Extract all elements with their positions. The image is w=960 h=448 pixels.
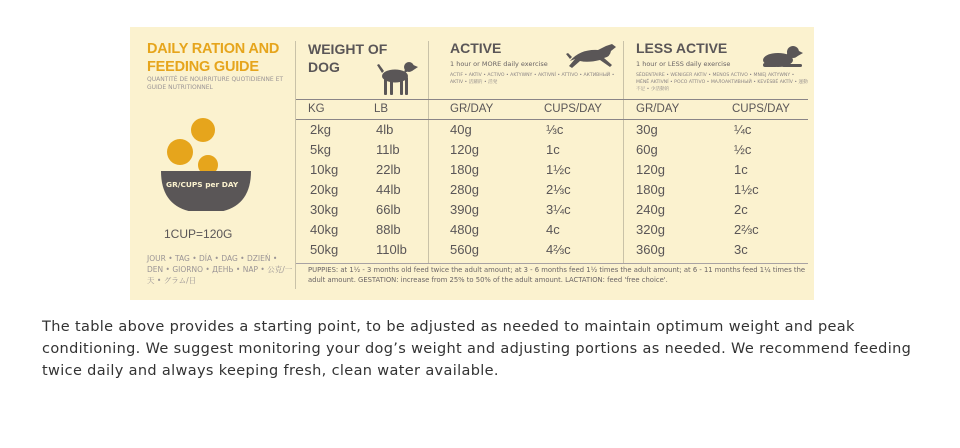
cell-active-gr: 280g (450, 182, 479, 197)
footer-divider (296, 263, 808, 264)
cell-less-gr: 60g (636, 142, 658, 157)
cell-lb: 110lb (376, 242, 407, 257)
per-day-translations: JOUR • TAG • DÍA • DAG • DZIEŃ • DEN • GIORNO • ДЕНЬ • NAP • 公克/一天 • グラム/日 (147, 254, 293, 285)
cell-active-cups: 3¼c (546, 202, 571, 217)
less-active-header: LESS ACTIVE (636, 40, 728, 56)
header-underline (296, 99, 808, 100)
cell-kg: 10kg (310, 162, 339, 177)
cell-kg: 40kg (310, 222, 339, 237)
cell-lb: 66lb (376, 202, 401, 217)
cell-less-gr: 120g (636, 162, 665, 177)
cell-active-cups: 1c (546, 142, 560, 157)
cell-lb: 22lb (376, 162, 401, 177)
less-active-translations: SÉDENTAIRE • WENIGER AKTIV • MENOS ACTIVO • MNIEJ AKTYWNY • MÉNĚ AKTIVNÍ • POCO ATTIVO • МАЛОАКТИВНЫЙ • KEVÉSBÉ AKTÍV • 運動不足 • 少活動的 (636, 73, 808, 92)
unit-less-cups-day: CUPS/DAY (732, 103, 790, 115)
guide-title: DAILY RATION AND FEEDING GUIDE (147, 41, 280, 75)
active-translations: ACTIF • AKTIV • ACTIVO • AKTYWNY • AKTIVNÍ • ATTIVO • АКТИВНЫЙ • AKTIV • 活躍的 • 活発 (450, 73, 615, 85)
dog-standing-icon (376, 57, 420, 97)
cell-active-cups: 1½c (546, 162, 571, 177)
cell-kg: 2kg (310, 122, 331, 137)
dog-jumping-icon (566, 41, 620, 71)
unit-lb: LB (374, 103, 389, 115)
unit-less-gr-day: GR/DAY (636, 103, 680, 115)
cell-active-cups: 4⅔c (546, 242, 571, 257)
cell-kg: 5kg (310, 142, 331, 157)
cell-active-gr: 560g (450, 242, 479, 257)
divider-active (623, 41, 624, 263)
cell-active-cups: 2⅓c (546, 182, 571, 197)
guide-subtitle: QUANTITÉ DE NOURRITURE QUOTIDIENNE ET GUIDE NUTRITIONNEL (147, 76, 284, 91)
cell-less-cups: 1½c (734, 182, 759, 197)
cell-less-gr: 360g (636, 242, 665, 257)
cell-lb: 11lb (376, 142, 400, 157)
units-underline (296, 119, 808, 120)
cell-less-cups: 2c (734, 202, 748, 217)
active-header: ACTIVE (450, 40, 502, 56)
feeding-guide-panel (130, 27, 814, 300)
cell-active-gr: 480g (450, 222, 479, 237)
cell-less-gr: 240g (636, 202, 665, 217)
less-active-note: 1 hour or LESS daily exercise (636, 60, 731, 68)
cell-less-cups: 1c (734, 162, 748, 177)
cell-less-cups: 3c (734, 242, 748, 257)
active-note: 1 hour or MORE daily exercise (450, 60, 548, 68)
dog-resting-icon (758, 42, 804, 72)
cell-less-gr: 180g (636, 182, 665, 197)
cell-kg: 30kg (310, 202, 339, 217)
weight-header: WEIGHT OF DOG (308, 41, 388, 75)
divider-weight (428, 41, 429, 263)
cell-active-cups: ⅓c (546, 122, 564, 137)
cell-less-cups: ¼c (734, 122, 752, 137)
puppies-note: PUPPIES: at 1½ - 3 months old feed twice the adult amount; at 3 - 6 months feed 1½ times the adult amount; at 6 - 11 months feed 1¼ times the adult amount. GESTATION: increase from 25% to 50% of the adult amount. LACTATION: feed 'free choice'. (308, 266, 806, 284)
cell-less-gr: 320g (636, 222, 665, 237)
food-bowl-icon (158, 115, 254, 211)
cell-kg: 50kg (310, 242, 339, 257)
cell-active-cups: 4c (546, 222, 560, 237)
cell-kg: 20kg (310, 182, 339, 197)
unit-active-cups-day: CUPS/DAY (544, 103, 602, 115)
cell-active-gr: 390g (450, 202, 479, 217)
feeding-caption: The table above provides a starting point, to be adjusted as needed to maintain optimum weight and peak conditioning. We suggest monitoring your dog’s weight and adjusting portions as needed. We recommend feeding twice daily and always keeping fresh, clean water available. (42, 319, 912, 379)
divider-left (295, 41, 296, 289)
cell-active-gr: 180g (450, 162, 479, 177)
cup-equivalent: 1CUP=120G (164, 227, 233, 241)
cell-less-cups: 2⅔c (734, 222, 759, 237)
cell-lb: 88lb (376, 222, 401, 237)
cell-less-gr: 30g (636, 122, 658, 137)
cell-active-gr: 120g (450, 142, 479, 157)
unit-active-gr-day: GR/DAY (450, 103, 494, 115)
unit-kg: KG (308, 103, 325, 115)
cell-active-gr: 40g (450, 122, 472, 137)
cell-lb: 44lb (376, 182, 401, 197)
cell-less-cups: ½c (734, 142, 752, 157)
bowl-label: GR/CUPS per DAY (166, 180, 239, 189)
cell-lb: 4lb (376, 122, 394, 137)
